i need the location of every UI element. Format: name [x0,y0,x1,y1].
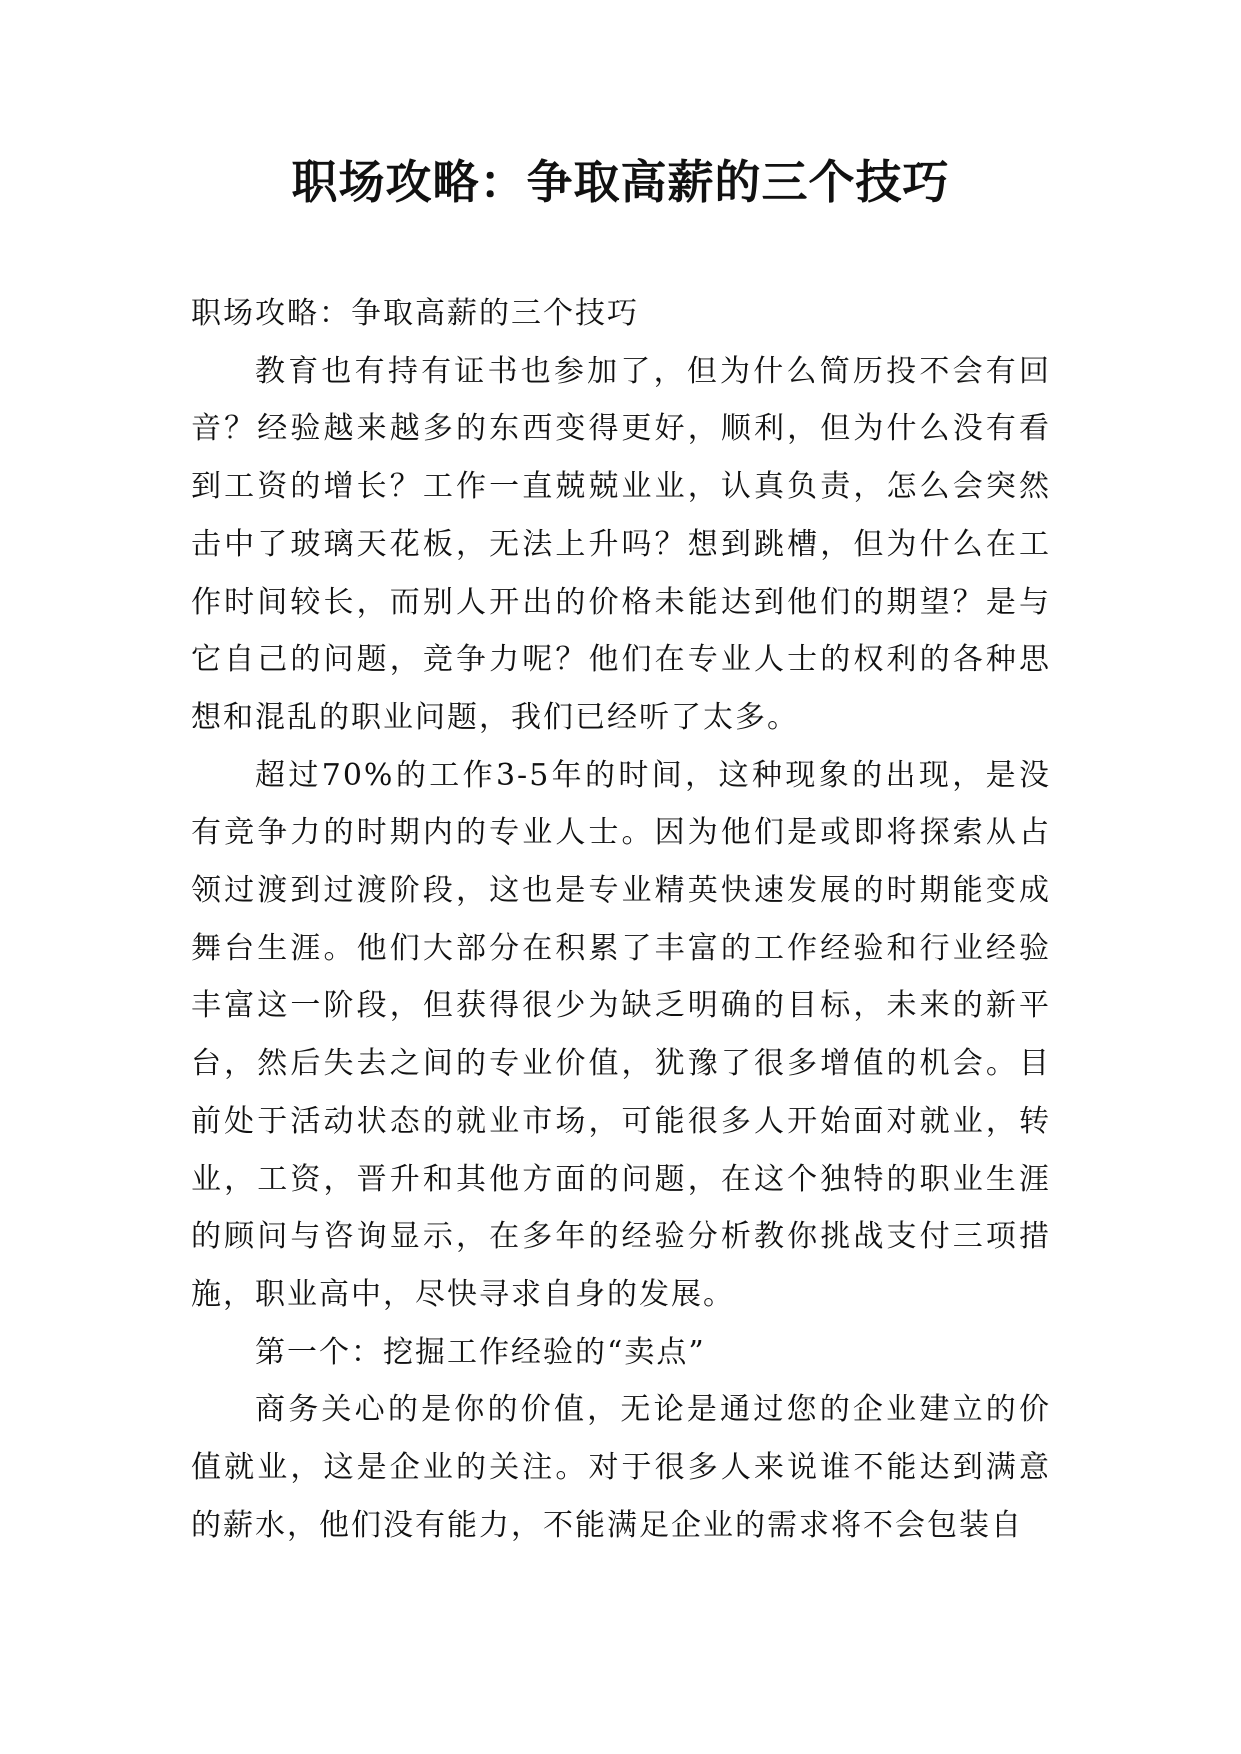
document-body [191,285,1051,1554]
paragraph-intro: 教育也有持有证书也参加了，但为什么简历投不会有回音？经验越来越多的东西变得更好，顺利，但为什么没有看到工资的增长？工作一直兢兢业业，认真负责，怎么会突然击中了玻璃天花板，无法上升吗？想到跳槽，但为什么在工作时间较长，而别人开出的价格未能达到他们的期望？是与它自己的问题，竞争力呢？他们在专业人士的权利的各种思想和混乱的职业问题，我们已经听了太多。 [191,353,1051,735]
section-heading-first: 第一个：挖掘工作经验的“卖点” [255,1334,706,1370]
document-subtitle: 职场攻略：争取高薪的三个技巧 [191,296,639,331]
document-title: 职场攻略：争取高薪的三个技巧 [291,155,950,209]
paragraph-background: 超过70%的工作3-5年的时间，这种现象的出现，是没有竞争力的时期内的专业人士。因为他们是或即将探索从占领过渡到过渡阶段，这也是专业精英快速发展的时期能变成舞台生涯。他们大部分在积累了丰富的工作经验和行业经验丰富这一阶段，但获得很少为缺乏明确的目标，未来的新平台，然后失去之间的专业价值，犹豫了很多增值的机会。目前处于活动状态的就业市场，可能很多人开始面对就业，转业，工资，晋升和其他方面的问题，在这个独特的职业生涯的顾问与咨询显示，在多年的经验分析教你挑战支付三项措施，职业高中，尽快寻求自身的发展。 [191,757,1051,1312]
paragraph-first-tip: 商务关心的是你的价值，无论是通过您的企业建立的价值就业，这是企业的关注。对于很多人来说谁不能达到满意的薪水，他们没有能力，不能满足企业的需求将不会包装自 [191,1392,1051,1543]
